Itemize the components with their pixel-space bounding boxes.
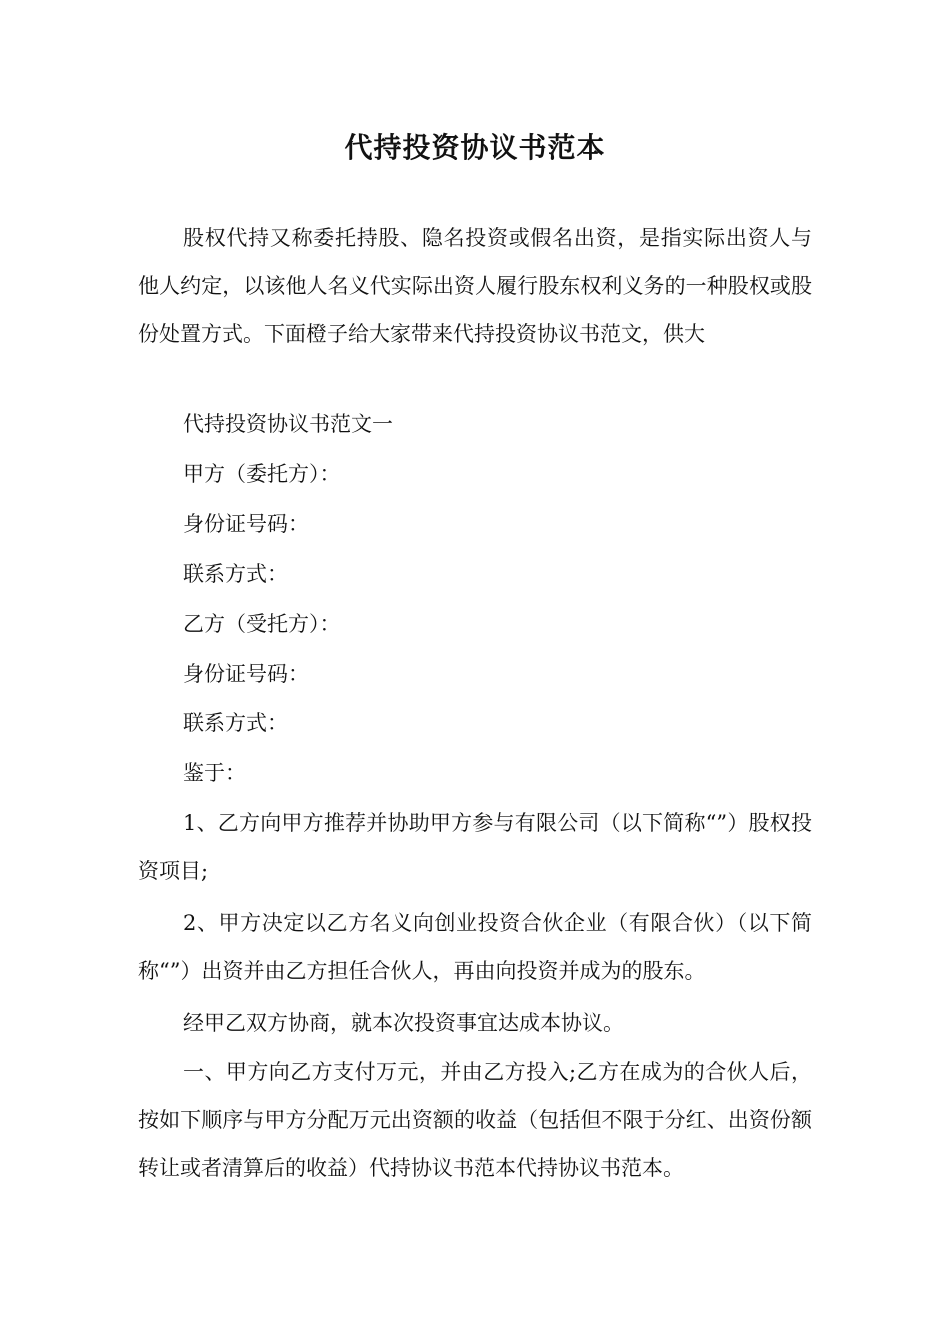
party-b-id-label: 身份证号码： bbox=[183, 662, 309, 686]
document-title: 代持投资协议书范本 bbox=[344, 131, 606, 164]
party-b-contact-label: 联系方式： bbox=[183, 711, 288, 735]
clause-1: 1、乙方向甲方推荐并协助甲方参与有限公司（以下简称“”）股权投资项目; bbox=[138, 811, 812, 883]
party-a-label: 甲方（委托方）： bbox=[183, 462, 341, 486]
party-b-label: 乙方（受托方）： bbox=[183, 612, 341, 636]
agreement-statement: 经甲乙双方协商，就本次投资事宜达成本协议。 bbox=[183, 1011, 624, 1035]
article-1: 一、甲方向乙方支付万元，并由乙方投入;乙方在成为的合伙人后，按如下顺序与甲方分配万元出资额的收益（包括但不限于分红、出资份额转让或者清算后的收益）代持协议书范本代持协议书范本。 bbox=[138, 1060, 812, 1180]
section-heading: 代持投资协议书范文一 bbox=[183, 412, 393, 436]
party-a-contact-label: 联系方式： bbox=[183, 562, 288, 586]
party-a-id-label: 身份证号码： bbox=[183, 512, 309, 536]
clause-2: 2、甲方决定以乙方名义向创业投资合伙企业（有限合伙）（以下简称“”）出资并由乙方担任合伙人，再由向投资并成为的股东。 bbox=[138, 911, 812, 983]
intro-paragraph: 股权代持又称委托持股、隐名投资或假名出资，是指实际出资人与他人约定，以该他人名义代实际出资人履行股东权利义务的一种股权或股份处置方式。下面橙子给大家带来代持投资协议书范文，供大 bbox=[138, 226, 812, 346]
whereas-label: 鉴于： bbox=[183, 761, 246, 785]
